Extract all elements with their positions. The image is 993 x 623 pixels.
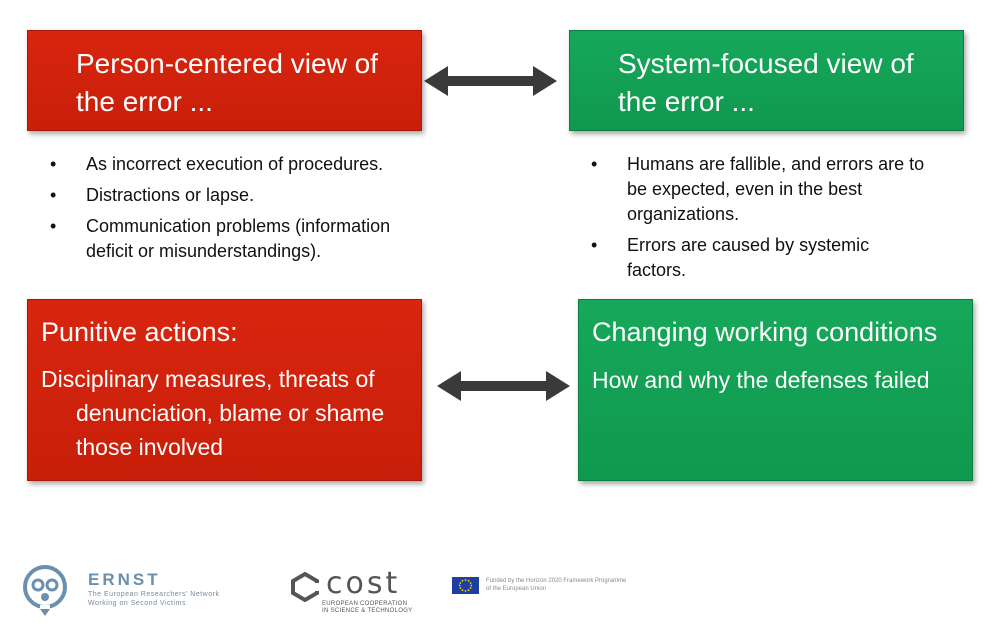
system-focused-bullet-list [591, 152, 931, 289]
ernst-name: ERNST [88, 570, 161, 589]
eu-funding-line: of the European Union [486, 586, 547, 592]
changing-conditions-heading: Changing working conditions [592, 317, 938, 347]
bullet-text: Errors are caused by systemic factors. [627, 235, 870, 280]
list-item [591, 233, 931, 283]
system-focused-box [569, 30, 964, 131]
cost-subtitle-line: EUROPEAN COOPERATION [322, 601, 408, 607]
list-item [50, 214, 430, 264]
cost-subtitle-line: IN SCIENCE & TECHNOLOGY [322, 608, 413, 614]
ernst-logo-icon [18, 563, 78, 618]
punitive-actions-body: Disciplinary measures, threats of denunciation, blame or shame those involved [41, 366, 385, 460]
eu-funding-text [486, 577, 656, 593]
person-centered-bullet-list [50, 152, 430, 270]
double-arrow-icon [437, 371, 570, 401]
ernst-subtitle [88, 590, 219, 608]
cost-subtitle [322, 601, 432, 615]
eu-flag-icon [452, 577, 479, 594]
bullet-icon: • [50, 216, 57, 236]
bullet-text: Communication problems (information deficit or misunderstandings). [86, 216, 391, 261]
cost-logo-icon [290, 572, 320, 602]
eu-funding-line: Funded by the Horizon 2020 Framework Programme [486, 578, 627, 584]
changing-conditions-box [578, 299, 973, 481]
ernst-subtitle-line: Working on Second Victims [88, 600, 186, 607]
bullet-text: Distractions or lapse. [86, 185, 255, 205]
list-item [50, 183, 430, 208]
bullet-icon: • [591, 235, 598, 255]
punitive-actions-heading: Punitive actions: [41, 317, 238, 347]
bullet-icon: • [50, 154, 57, 174]
double-arrow-icon [424, 66, 557, 96]
bullet-text: As incorrect execution of procedures. [86, 154, 384, 174]
list-item [591, 152, 931, 227]
bullet-icon: • [50, 185, 57, 205]
cost-name: cost [326, 566, 401, 601]
bullet-icon: • [591, 154, 598, 174]
bullet-text: Humans are fallible, and errors are to be expected, even in the best organizations. [627, 154, 925, 224]
person-centered-title: Person-centered view of the error ... [76, 48, 378, 117]
ernst-logo-text [88, 570, 219, 608]
list-item [50, 152, 430, 177]
cost-logo [290, 566, 420, 618]
changing-conditions-body: How and why the defenses failed [592, 367, 930, 393]
system-focused-title: System-focused view of the error ... [618, 48, 914, 117]
ernst-subtitle-line: The European Researchers' Network [88, 591, 220, 598]
person-centered-box [27, 30, 422, 131]
punitive-actions-box [27, 299, 422, 481]
